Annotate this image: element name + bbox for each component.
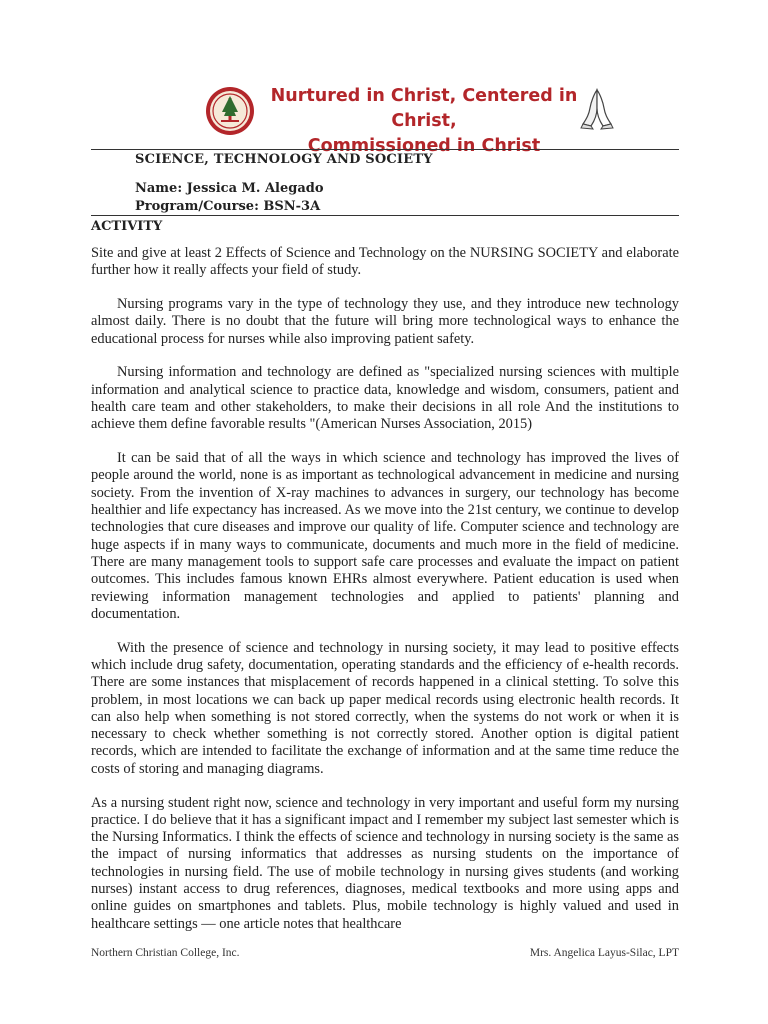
praying-hands-icon — [577, 86, 617, 130]
header-divider — [91, 149, 679, 150]
college-motto — [259, 84, 589, 159]
page-header — [205, 80, 625, 156]
motto-line-1: Nurtured in Christ, Centered in Christ, — [270, 86, 578, 131]
section-divider — [91, 215, 679, 216]
footer-left: Northern Christian College, Inc. — [91, 947, 240, 959]
document-title: SCIENCE, TECHNOLOGY AND SOCIETY — [135, 152, 433, 167]
motto-line-2: Commissioned in Christ — [307, 136, 541, 156]
student-name: Name: Jessica M. Alegado — [135, 181, 324, 196]
document-body — [91, 245, 679, 935]
paragraph: Nursing programs vary in the type of technology they use, and they introduce new technology almost daily. There is no doubt that the future will bring more technological ways to enhance the educational process for nurses while also improving patient safety. — [91, 296, 679, 347]
paragraph: With the presence of science and technology in nursing society, it may lead to positive effects which include drug safety, documentation, operating standards and the efficiency of e-health records. There are some instances that misplacement of records happened in a clinical stetting. To solve this problem, in most locations we can back up paper medical records using electronic health records. It can also help when something is not stored correctly, when the systems do not work or when it is necessary to check whether something is not correctly stored. Another option is digital patient records, which are intended to facilitate the exchange of information and at the same time reduce the costs of storing and managing diagrams. — [91, 639, 679, 777]
college-seal-icon — [205, 86, 255, 136]
paragraph: Nursing information and technology are defined as "specialized nursing sciences with multiple information and analytical science to practice data, knowledge and wisdom, consumers, patient and health care team and other stakeholders, to make their decisions in all role And the institutions to achieve them define favorable results "(American Nurses Association, 2015) — [91, 364, 679, 433]
program-course: Program/Course: BSN-3A — [135, 199, 321, 214]
paragraph: It can be said that of all the ways in which science and technology has improved the lives of people around the world, none is as important as technological advancement in medicine and nursing society. From the invention of X-ray machines to advances in surgery, our technology has become healthier and life expectancy has increased. As we move into the 21st century, we continue to develop technologies that cure diseases and improve our quality of life. Computer science and technology are huge aspects if in many ways to communicate, documents and much more in the field of medicine. There are many management tools to support safe care processes and evaluate the impact on patient outcomes. This includes famous known EHRs almost everywhere. Patient education is used when reviewing information management technologies and applied to patients' planning and documentation. — [91, 450, 679, 622]
paragraph-prompt: Site and give at least 2 Effects of Science and Technology on the NURSING SOCIETY and elaborate further how it really affects your field of study. — [91, 245, 679, 279]
paragraph: As a nursing student right now, science and technology in very important and useful form my nursing practice. I do believe that it has a significant impact and I remember my subject last semester which is the Nursing Informatics. I think the effects of science and technology in nursing society is the same as the impact of nursing informatics that addresses as nursing students on the importance of technologies in nursing field. The use of mobile technology in nursing gives students (and working nurses) instant access to drug references, diagnoses, medical textbooks and more using apps and online guides on smartphones and tablets. Plus, mobile technology is highly valued and used in healthcare settings — one article notes that healthcare — [91, 794, 679, 932]
section-heading: ACTIVITY — [91, 219, 163, 234]
footer-right: Mrs. Angelica Layus-Silac, LPT — [529, 947, 679, 959]
